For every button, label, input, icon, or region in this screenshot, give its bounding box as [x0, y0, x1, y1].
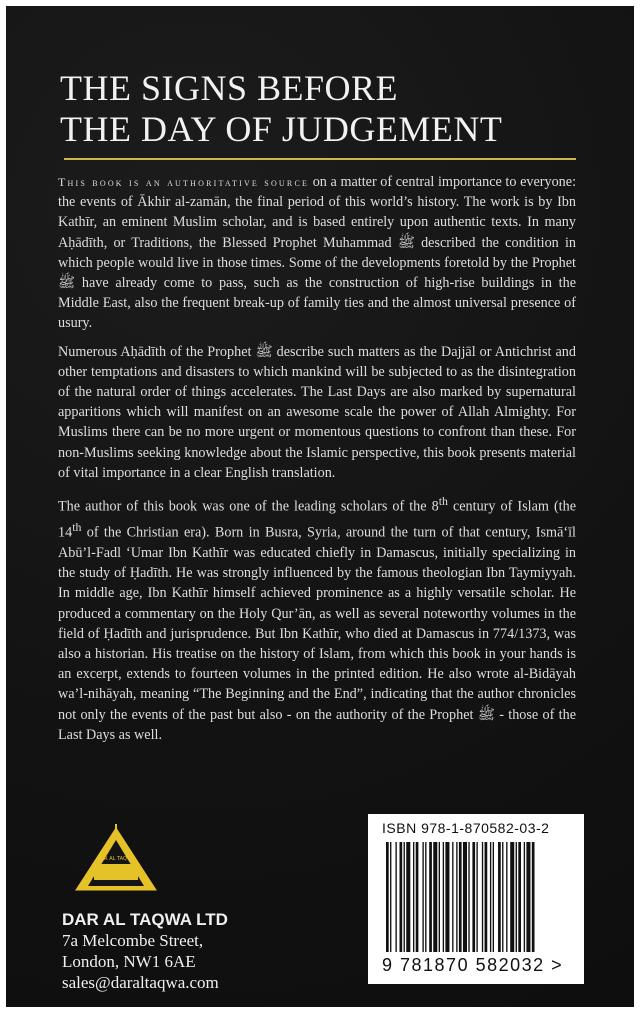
p3-sup-1: th: [438, 494, 448, 509]
barcode-bars: [384, 842, 574, 952]
back-cover: [6, 6, 634, 1007]
publisher-logo: [68, 824, 164, 896]
logo-text: DAR AL TAQWA: [96, 856, 136, 862]
publisher-email: sales@daraltaqwa.com: [62, 973, 219, 992]
publisher-block: [62, 824, 282, 993]
barcode-box: [368, 814, 584, 984]
blurb-paragraph-2: Numerous Aḥādīth of the Prophet ﷺ describe such matters as the Dajjāl or Antichrist and other temptations and disasters to which mankind will be subjected to as the disintegration of the natural order of things accelerates. The Last Days are also marked by supernatural apparitions which will manifest on an awesome scale the power of Allah Almighty. For Muslims there can be no more urgent or momentous questions to confront than these. For non-Muslims seeking knowledge about the Islamic perspective, this book presents material of vital importance in a clear English translation.: [58, 343, 576, 481]
publisher-address-1: 7a Melcombe Street,: [62, 931, 204, 950]
blurb-paragraph-1-text: on a matter of central importance to everyone: the events of Ākhir al-zamān, the final period of this world’s history. The work is by Ibn Kathīr, an eminent Muslim scholar, and is based entirely upon authentic texts. In many Aḥādīth, or Traditions, the Blessed Prophet Muhammad ﷺ described the condition in which people would live in those times. Some of the developments foretold by the Prophet ﷺ have already come to pass, such as the construction of high-rise buildings in the Middle East, also the frequent break-up of family ties and the almost universal presence of usury.: [58, 174, 577, 332]
p3-part-a: The author of this book was one of the leading scholars of the 8: [58, 498, 439, 515]
isbn-label: ISBN 978-1-870582-03-2: [382, 820, 550, 836]
book-title: [60, 68, 590, 150]
blurb: [58, 172, 576, 753]
blurb-lead: This book is an authoritative source: [58, 175, 310, 189]
blurb-paragraph-3: [58, 491, 576, 745]
title-rule: [64, 158, 576, 160]
publisher-address-2: London, NW1 6AE: [62, 952, 196, 971]
publisher-name: DAR AL TAQWA LTD: [62, 910, 228, 929]
title-line-2: THE DAY OF JUDGEMENT: [60, 109, 503, 149]
barcode-digits: 9 781870 582032 >: [382, 955, 564, 975]
p3-part-b: century of Islam (the 14: [58, 498, 577, 541]
blurb-paragraph-1: [58, 172, 576, 334]
p3-sup-2: th: [72, 519, 82, 534]
p3-part-c: of the Christian era). Born in Busra, Syria, around the turn of that century, Ismā‘īl Abū’l-Fadl ‘Umar Ibn Kathīr was educated chiefly in Damascus, initially specializing in the study of Ḥadīth. He was strongly influenced by the famous theologian Ibn Taymiyyah. In middle age, Ibn Kathīr himself achieved prominence as a highly versatile scholar. He produced a commentary on the Holy Qur’ān, as well as several noteworthy volumes in the field of Ḥadīth and jurisprudence. But Ibn Kathīr, who died at Damascus in 774/1373, was also a historian. His treatise on the history of Islam, from which this book in your hands is an excerpt, extends to fourteen volumes in the printed edition. He also wrote al-Bidāyah wa’l-nihāyah, meaning “The Beginning and the End”, indicating that the author chronicles not only the events of the past but also - on the authority of the Prophet ﷺ - those of the Last Days as well.: [58, 524, 577, 743]
title-line-1: THE SIGNS BEFORE: [60, 68, 399, 108]
